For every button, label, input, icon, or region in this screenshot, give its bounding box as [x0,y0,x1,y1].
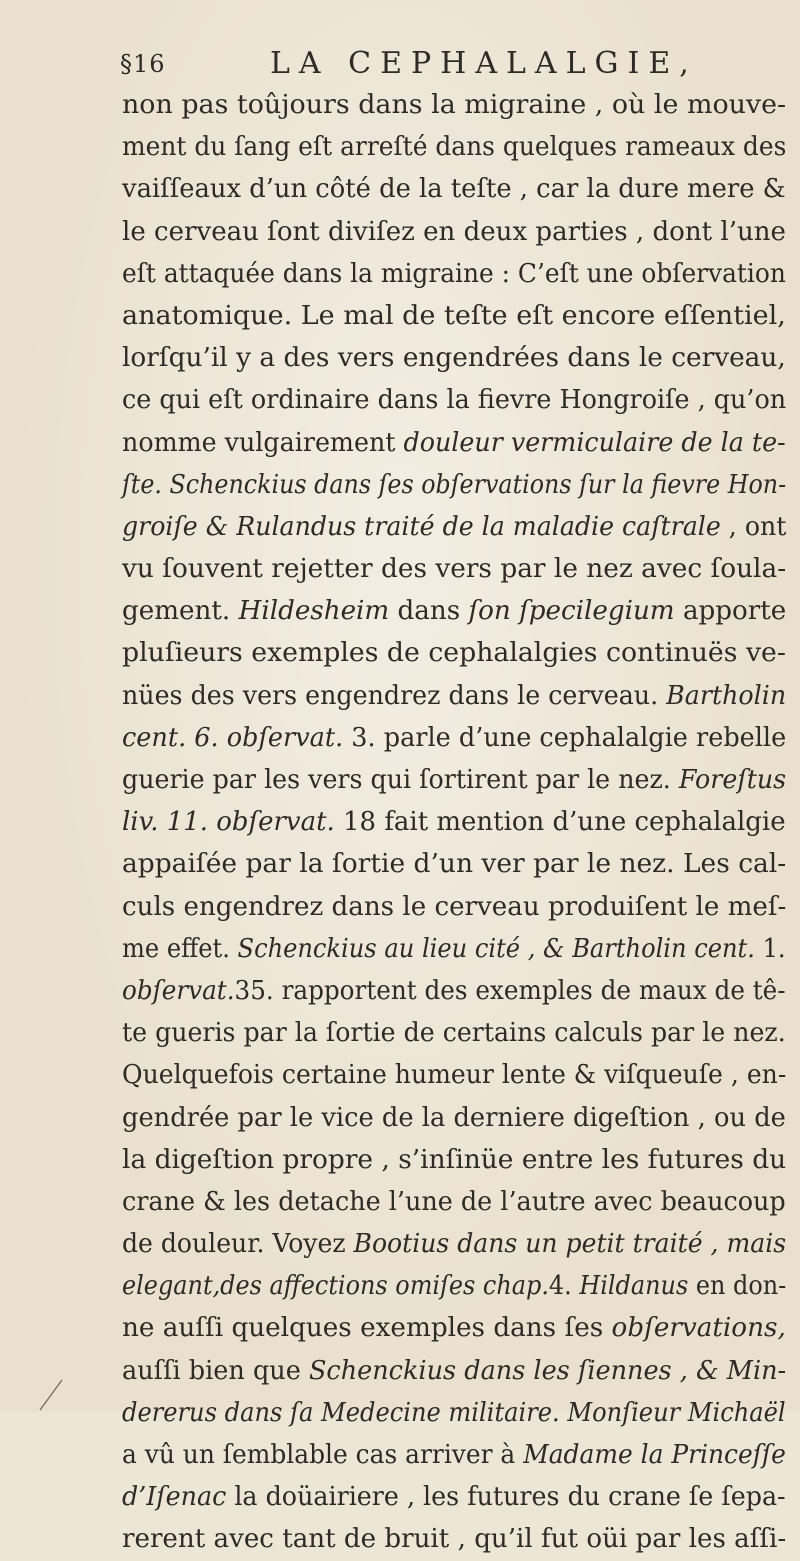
text-line [122,843,789,885]
roman-text: nomme vulgairement [122,426,404,458]
page-number: §16 [120,50,166,78]
text-line [122,548,786,590]
text-line [122,1012,786,1054]
text-line [122,759,787,801]
roman-text: rerent avec tant de bruit , qu’il fut oüi par les aſſi- [122,1523,787,1555]
italic-text: liv. 11. obſervat. [122,806,335,838]
roman-text: dans [389,595,469,627]
italic-text: groiſe & Rulandus traité de la maladie caſtrale [122,510,721,542]
roman-text: auſſi bien que [122,1354,309,1386]
italic-text: douleur vermiculaire de la te- [403,426,786,458]
roman-text: crane & les detache l’une de l’autre avec beaucoup [122,1185,786,1217]
roman-text: gendrée par le vice de la derniere digeſtion , ou de [122,1101,786,1133]
roman-text: 4. [548,1270,580,1302]
roman-text: me effet. [122,932,238,964]
italic-text: cent. 6. obſervat. [122,721,344,753]
text-line [122,422,786,464]
roman-text: ne auſſi quelques exemples dans ſes [122,1312,612,1344]
roman-text: 35. rapportent des exemples de maux de tê- [234,974,786,1006]
roman-text: guerie par les vers qui ſortirent par le nez. [122,764,679,795]
roman-text: ce qui eſt ordinaire dans la fievre Hongroiſe , qu’on [122,384,787,416]
roman-text: ment du ſang eſt arreſté dans quelques rameaux des [122,131,787,163]
italic-text: Hildesheim [238,595,390,627]
text-line [122,84,799,126]
roman-text: Quelquefois certaine humeur lente & viſqueuſe , en- [122,1059,787,1091]
roman-text: 3. parle d’une cephalalgie rebelle [343,721,787,753]
roman-text: 1. [754,932,786,964]
roman-text: apporte [674,595,787,627]
italic-text: Foreſtus [678,764,787,795]
text-line [122,506,787,548]
text-line [122,1054,787,1096]
text-line [122,970,786,1012]
corner-mark [0,1292,120,1412]
roman-text: appaiſée par la ſortie d’un ver par le nez. Les cal- [122,848,787,880]
running-title: LA CEPHALALGIE, [270,46,698,81]
roman-text: a vû un ſemblable cas arriver à [122,1439,524,1470]
text-line [122,1518,787,1560]
roman-text: 18 fait mention d’une cephalalgie [334,806,786,838]
italic-text: d’Iſenac [122,1481,227,1513]
italic-text: elegant,des affections omiſes chap. [122,1270,549,1302]
roman-text: pluſieurs exemples de cephalalgies continuës ve- [122,637,786,669]
roman-text: , ont [720,510,787,542]
body-text [122,84,792,1561]
roman-text: nües des vers engendrez dans le cerveau. [122,679,667,711]
italic-text: Hildanus [579,1270,689,1302]
roman-text: vu ſouvent rejetter des vers par le nez avec ſoula- [122,553,787,585]
roman-text: eſt attaquée dans la migraine : C’eſt une obſervation [122,257,786,289]
italic-text: Madame la Princeſſe [523,1439,786,1470]
roman-text: vaiſſeaux d’un côté de la teſte , car la dure mere & [122,173,786,205]
text-line [122,590,787,632]
text-line [122,801,786,843]
text-line [122,886,787,928]
italic-text: obſervations, [611,1312,786,1344]
roman-text: en don- [688,1270,787,1302]
text-line [122,1350,787,1392]
italic-text: ſte. Schenckius dans ſes obſervations ſur la fievre Hon- [122,468,787,500]
text-line [122,717,787,759]
italic-text: ſon ſpecilegium [468,595,675,627]
text-line [122,464,787,506]
roman-text: anatomique. Le mal de teſte eſt encore eſſentiel, [122,299,786,331]
roman-text: culs engendrez dans le cerveau produiſent le meſ- [122,890,787,922]
text-line [122,1476,786,1518]
text-line [122,337,786,379]
text-line [122,1223,787,1265]
text-line [122,1265,787,1307]
roman-text: la doüairiere , les futures du crane ſe ſepa- [226,1481,786,1513]
italic-text: dererus dans ſa Medecine militaire. Monſieur Michaël [122,1396,786,1428]
italic-text: obſervat. [122,974,235,1006]
text-line [122,379,787,421]
page-header [120,44,698,84]
text-line [122,295,800,337]
text-line [122,928,786,970]
roman-text: lorſqu’il y a des vers engendrées dans le cerveau, [122,342,786,374]
text-line [122,253,786,295]
text-line [122,1392,786,1434]
italic-text: Bootius dans un petit traité , mais [353,1228,787,1260]
text-line [122,126,787,168]
text-line [122,1181,786,1223]
roman-text: la digeſtion propre , s’inſinüe entre les futures du [122,1143,787,1175]
text-line [122,675,787,717]
roman-text: te gueris par la ſortie de certains calculs par le nez. [122,1017,786,1049]
italic-text: Bartholin [666,679,787,711]
roman-text: gement. [122,595,239,627]
roman-text: le cerveau ſont diviſez en deux parties , dont l’une [122,215,786,247]
italic-text: Schenckius au lieu cité , & Bartholin cent. [237,932,755,964]
text-line [122,211,786,253]
text-line [122,168,786,210]
roman-text: non pas toûjours dans la migraine , où le mouve- [122,89,787,120]
text-line [122,1434,786,1476]
text-line [122,632,795,674]
text-line [122,1097,786,1139]
italic-text: Schenckius dans les ſiennes , & Min- [308,1354,787,1386]
text-line [122,1307,786,1349]
roman-text: de douleur. Voyez [122,1228,354,1260]
text-line [122,1139,787,1181]
